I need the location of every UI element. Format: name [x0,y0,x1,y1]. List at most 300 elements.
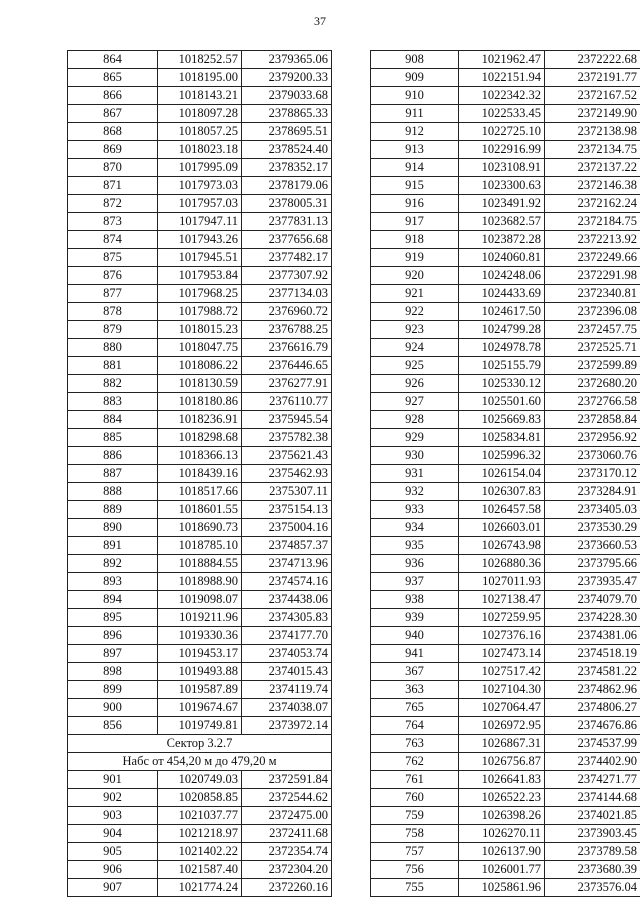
table-row [68,879,332,897]
point-number: 893 [68,573,158,591]
coord-x: 1022342.32 [459,87,545,105]
table-row [371,285,640,303]
table-row [371,321,640,339]
point-number: 917 [371,213,459,231]
coord-y: 2376960.72 [242,303,332,321]
point-number: 929 [371,429,459,447]
coord-y: 2372956.92 [545,429,640,447]
point-number: 868 [68,123,158,141]
table-row [371,861,640,879]
point-number: 890 [68,519,158,537]
coord-y: 2375462.93 [242,465,332,483]
point-number: 928 [371,411,459,429]
point-number: 940 [371,627,459,645]
table-row [68,663,332,681]
point-number: 911 [371,105,459,123]
coord-y: 2379033.68 [242,87,332,105]
point-number: 894 [68,591,158,609]
coord-x: 1026270.11 [459,825,545,843]
table-row [68,393,332,411]
coord-x: 1017957.03 [158,195,242,213]
coord-y: 2372766.58 [545,393,640,411]
coord-x: 1018143.21 [158,87,242,105]
coord-y: 2374015.43 [242,663,332,681]
point-number: 915 [371,177,459,195]
point-number: 905 [68,843,158,861]
point-number: 936 [371,555,459,573]
coord-y: 2375154.13 [242,501,332,519]
point-number: 876 [68,267,158,285]
coord-x: 1026398.26 [459,807,545,825]
point-number: 925 [371,357,459,375]
point-number: 762 [371,753,459,771]
coord-y: 2378865.33 [242,105,332,123]
coord-y: 2376616.79 [242,339,332,357]
coord-x: 1017968.25 [158,285,242,303]
coord-x: 1018015.23 [158,321,242,339]
point-number: 367 [371,663,459,681]
coord-x: 1018690.73 [158,519,242,537]
table-row [68,375,332,393]
table-row [68,483,332,501]
point-number: 918 [371,231,459,249]
coord-y: 2375782.38 [242,429,332,447]
table-row [371,231,640,249]
coord-x: 1018047.75 [158,339,242,357]
table-row [68,411,332,429]
table-row [371,213,640,231]
sector-title-row [68,735,332,753]
coord-y: 2374381.06 [545,627,640,645]
table-row [371,465,640,483]
table-row [68,717,332,735]
table-row [371,69,640,87]
point-number: 927 [371,393,459,411]
point-number: 907 [68,879,158,897]
coord-y: 2373530.29 [545,519,640,537]
coord-x: 1021774.24 [158,879,242,897]
table-row [371,447,640,465]
point-number: 856 [68,717,158,735]
table-row [371,393,640,411]
point-number: 937 [371,573,459,591]
coord-y: 2377482.17 [242,249,332,267]
table-row [371,501,640,519]
coord-x: 1023491.92 [459,195,545,213]
coord-y: 2372249.66 [545,249,640,267]
coord-y: 2372411.68 [242,825,332,843]
table-row [371,519,640,537]
table-row [371,879,640,897]
table-row [68,573,332,591]
table-row [371,357,640,375]
table-row [68,123,332,141]
coord-y: 2372396.08 [545,303,640,321]
coord-y: 2375621.43 [242,447,332,465]
table-row [68,357,332,375]
point-number: 884 [68,411,158,429]
point-number: 895 [68,609,158,627]
point-number: 888 [68,483,158,501]
sector-header [68,735,332,771]
coord-x: 1026603.01 [459,519,545,537]
coord-x: 1019098.07 [158,591,242,609]
point-number: 939 [371,609,459,627]
point-number: 882 [68,375,158,393]
table-row [371,591,640,609]
coordinates-table-left-rows-b [68,771,332,897]
table-row [371,123,640,141]
coord-y: 2372599.89 [545,357,640,375]
coord-y: 2372134.75 [545,141,640,159]
coord-x: 1018298.68 [158,429,242,447]
coordinates-table-right [370,50,640,897]
table-row [68,213,332,231]
table-row [68,195,332,213]
point-number: 900 [68,699,158,717]
coord-y: 2375307.11 [242,483,332,501]
coord-y: 2377831.13 [242,213,332,231]
table-row [68,555,332,573]
coord-y: 2374581.22 [545,663,640,681]
table-row [68,681,332,699]
coord-y: 2374021.85 [545,807,640,825]
coord-x: 1025669.83 [459,411,545,429]
coord-y: 2373972.14 [242,717,332,735]
point-number: 765 [371,699,459,717]
point-number: 879 [68,321,158,339]
coord-x: 1018023.18 [158,141,242,159]
table-row [371,375,640,393]
coord-x: 1017945.51 [158,249,242,267]
point-number: 756 [371,861,459,879]
coord-y: 2373060.76 [545,447,640,465]
table-row [371,303,640,321]
coord-y: 2372304.20 [242,861,332,879]
table-row [68,501,332,519]
coord-y: 2374305.83 [242,609,332,627]
point-number: 885 [68,429,158,447]
point-number: 897 [68,645,158,663]
table-row [371,51,640,69]
coord-x: 1026137.90 [459,843,545,861]
point-number: 867 [68,105,158,123]
table-row [371,141,640,159]
coord-x: 1018180.86 [158,393,242,411]
coord-x: 1024060.81 [459,249,545,267]
coord-x: 1026522.23 [459,789,545,807]
coord-y: 2374713.96 [242,555,332,573]
table-row [68,609,332,627]
table-row [371,609,640,627]
coord-x: 1017995.09 [158,159,242,177]
coord-y: 2378179.06 [242,177,332,195]
table-row [68,771,332,789]
table-row [371,555,640,573]
coord-x: 1025834.81 [459,429,545,447]
point-number: 926 [371,375,459,393]
coord-y: 2374053.74 [242,645,332,663]
coord-y: 2375004.16 [242,519,332,537]
table-row [68,825,332,843]
coord-x: 1021402.22 [158,843,242,861]
coord-y: 2378352.17 [242,159,332,177]
coord-y: 2374806.27 [545,699,640,717]
coord-y: 2373903.45 [545,825,640,843]
coord-x: 1024248.06 [459,267,545,285]
coord-x: 1027376.16 [459,627,545,645]
table-row [371,807,640,825]
coord-x: 1027517.42 [459,663,545,681]
coord-y: 2372858.84 [545,411,640,429]
coord-x: 1021037.77 [158,807,242,825]
point-number: 912 [371,123,459,141]
point-number: 931 [371,465,459,483]
coord-x: 1024799.28 [459,321,545,339]
page-number: 37 [314,14,326,28]
coord-x: 1018236.91 [158,411,242,429]
coord-y: 2376788.25 [242,321,332,339]
table-row [371,267,640,285]
coord-x: 1026867.31 [459,735,545,753]
point-number: 938 [371,591,459,609]
coord-y: 2373660.53 [545,537,640,555]
table-row [68,429,332,447]
point-number: 916 [371,195,459,213]
coord-y: 2372340.81 [545,285,640,303]
table-row [371,105,640,123]
coord-x: 1017947.11 [158,213,242,231]
table-row [68,69,332,87]
table-row [68,591,332,609]
coord-y: 2377307.92 [242,267,332,285]
coord-x: 1027064.47 [459,699,545,717]
coord-y: 2377134.03 [242,285,332,303]
coord-x: 1018057.25 [158,123,242,141]
coord-y: 2374676.86 [545,717,640,735]
coord-x: 1017973.03 [158,177,242,195]
coordinates-table-right-rows [371,51,640,897]
table-row [68,303,332,321]
coord-x: 1019211.96 [158,609,242,627]
point-number: 930 [371,447,459,465]
coord-x: 1027259.95 [459,609,545,627]
coord-x: 1026457.58 [459,501,545,519]
coord-x: 1018195.00 [158,69,242,87]
coord-y: 2374438.06 [242,591,332,609]
point-number: 889 [68,501,158,519]
coord-y: 2374518.19 [545,645,640,663]
coord-y: 2372544.62 [242,789,332,807]
point-number: 761 [371,771,459,789]
point-number: 872 [68,195,158,213]
table-row [371,339,640,357]
table-row [68,87,332,105]
coord-y: 2372680.20 [545,375,640,393]
table-row [371,663,640,681]
table-row [371,429,640,447]
coord-y: 2373170.12 [545,465,640,483]
coord-x: 1024433.69 [459,285,545,303]
table-row [68,843,332,861]
sector-subtitle-row [68,753,332,771]
coord-y: 2373795.66 [545,555,640,573]
point-number: 899 [68,681,158,699]
coord-x: 1019587.89 [158,681,242,699]
table-row [68,537,332,555]
point-number: 935 [371,537,459,555]
coord-y: 2378005.31 [242,195,332,213]
coord-y: 2378695.51 [242,123,332,141]
coord-x: 1017943.26 [158,231,242,249]
table-row [68,105,332,123]
table-row [68,285,332,303]
table-row [371,159,640,177]
table-row [68,699,332,717]
point-number: 903 [68,807,158,825]
coord-y: 2372591.84 [242,771,332,789]
coord-y: 2374537.99 [545,735,640,753]
coord-x: 1018130.59 [158,375,242,393]
coord-x: 1027011.93 [459,573,545,591]
point-number: 881 [68,357,158,375]
coord-x: 1018517.66 [158,483,242,501]
coord-x: 1026641.83 [459,771,545,789]
table-row [68,267,332,285]
coord-y: 2374271.77 [545,771,640,789]
coord-x: 1017953.84 [158,267,242,285]
table-row [371,195,640,213]
point-number: 892 [68,555,158,573]
point-number: 870 [68,159,158,177]
coordinates-table-left [67,50,332,897]
coord-x: 1023872.28 [459,231,545,249]
coord-x: 1026154.04 [459,465,545,483]
point-number: 891 [68,537,158,555]
coord-x: 1023108.91 [459,159,545,177]
coord-x: 1026972.95 [459,717,545,735]
coord-x: 1025861.96 [459,879,545,897]
coord-y: 2372138.98 [545,123,640,141]
point-number: 869 [68,141,158,159]
point-number: 896 [68,627,158,645]
point-number: 934 [371,519,459,537]
coord-x: 1025996.32 [459,447,545,465]
table-row [68,519,332,537]
table-row [371,645,640,663]
point-number: 933 [371,501,459,519]
coord-x: 1019493.88 [158,663,242,681]
coord-x: 1018086.22 [158,357,242,375]
point-number: 922 [371,303,459,321]
point-number: 764 [371,717,459,735]
coord-x: 1021218.97 [158,825,242,843]
coord-y: 2378524.40 [242,141,332,159]
coord-y: 2374144.68 [545,789,640,807]
coord-x: 1018439.16 [158,465,242,483]
table-row [371,249,640,267]
coord-y: 2374177.70 [242,627,332,645]
point-number: 874 [68,231,158,249]
coord-y: 2379365.06 [242,51,332,69]
point-number: 906 [68,861,158,879]
point-number: 363 [371,681,459,699]
coord-y: 2373789.58 [545,843,640,861]
table-row [68,321,332,339]
table-row [371,717,640,735]
point-number: 877 [68,285,158,303]
coord-x: 1027473.14 [459,645,545,663]
table-row [68,51,332,69]
coord-x: 1024978.78 [459,339,545,357]
table-row [371,177,640,195]
coord-x: 1022533.45 [459,105,545,123]
table-row [371,753,640,771]
table-row [68,177,332,195]
point-number: 919 [371,249,459,267]
table-row [371,87,640,105]
coord-y: 2373680.39 [545,861,640,879]
point-number: 875 [68,249,158,267]
point-number: 763 [371,735,459,753]
coord-x: 1023300.63 [459,177,545,195]
coord-y: 2372167.52 [545,87,640,105]
table-row [68,141,332,159]
coord-x: 1021962.47 [459,51,545,69]
coord-x: 1025155.79 [459,357,545,375]
table-row [68,465,332,483]
coord-x: 1022916.99 [459,141,545,159]
point-number: 932 [371,483,459,501]
coord-x: 1019330.36 [158,627,242,645]
table-row [68,249,332,267]
point-number: 759 [371,807,459,825]
coord-x: 1018785.10 [158,537,242,555]
table-row [371,789,640,807]
point-number: 887 [68,465,158,483]
point-number: 755 [371,879,459,897]
coord-y: 2372162.24 [545,195,640,213]
coord-y: 2372354.74 [242,843,332,861]
coord-y: 2372260.16 [242,879,332,897]
coord-y: 2374857.37 [242,537,332,555]
coord-x: 1019749.81 [158,717,242,735]
table-row [68,627,332,645]
coord-x: 1027104.30 [459,681,545,699]
coord-x: 1017988.72 [158,303,242,321]
table-row [371,573,640,591]
table-row [371,627,640,645]
coordinates-table-left-rows-a [68,51,332,735]
point-number: 914 [371,159,459,177]
coord-y: 2372137.22 [545,159,640,177]
table-row [68,789,332,807]
point-number: 871 [68,177,158,195]
coord-x: 1026001.77 [459,861,545,879]
coord-x: 1018988.90 [158,573,242,591]
coord-x: 1018884.55 [158,555,242,573]
coord-y: 2372149.90 [545,105,640,123]
coord-x: 1018252.57 [158,51,242,69]
point-number: 758 [371,825,459,843]
table-row [68,807,332,825]
coord-x: 1018601.55 [158,501,242,519]
point-number: 913 [371,141,459,159]
table-row [371,681,640,699]
coord-x: 1021587.40 [158,861,242,879]
table-row [371,483,640,501]
point-number: 902 [68,789,158,807]
